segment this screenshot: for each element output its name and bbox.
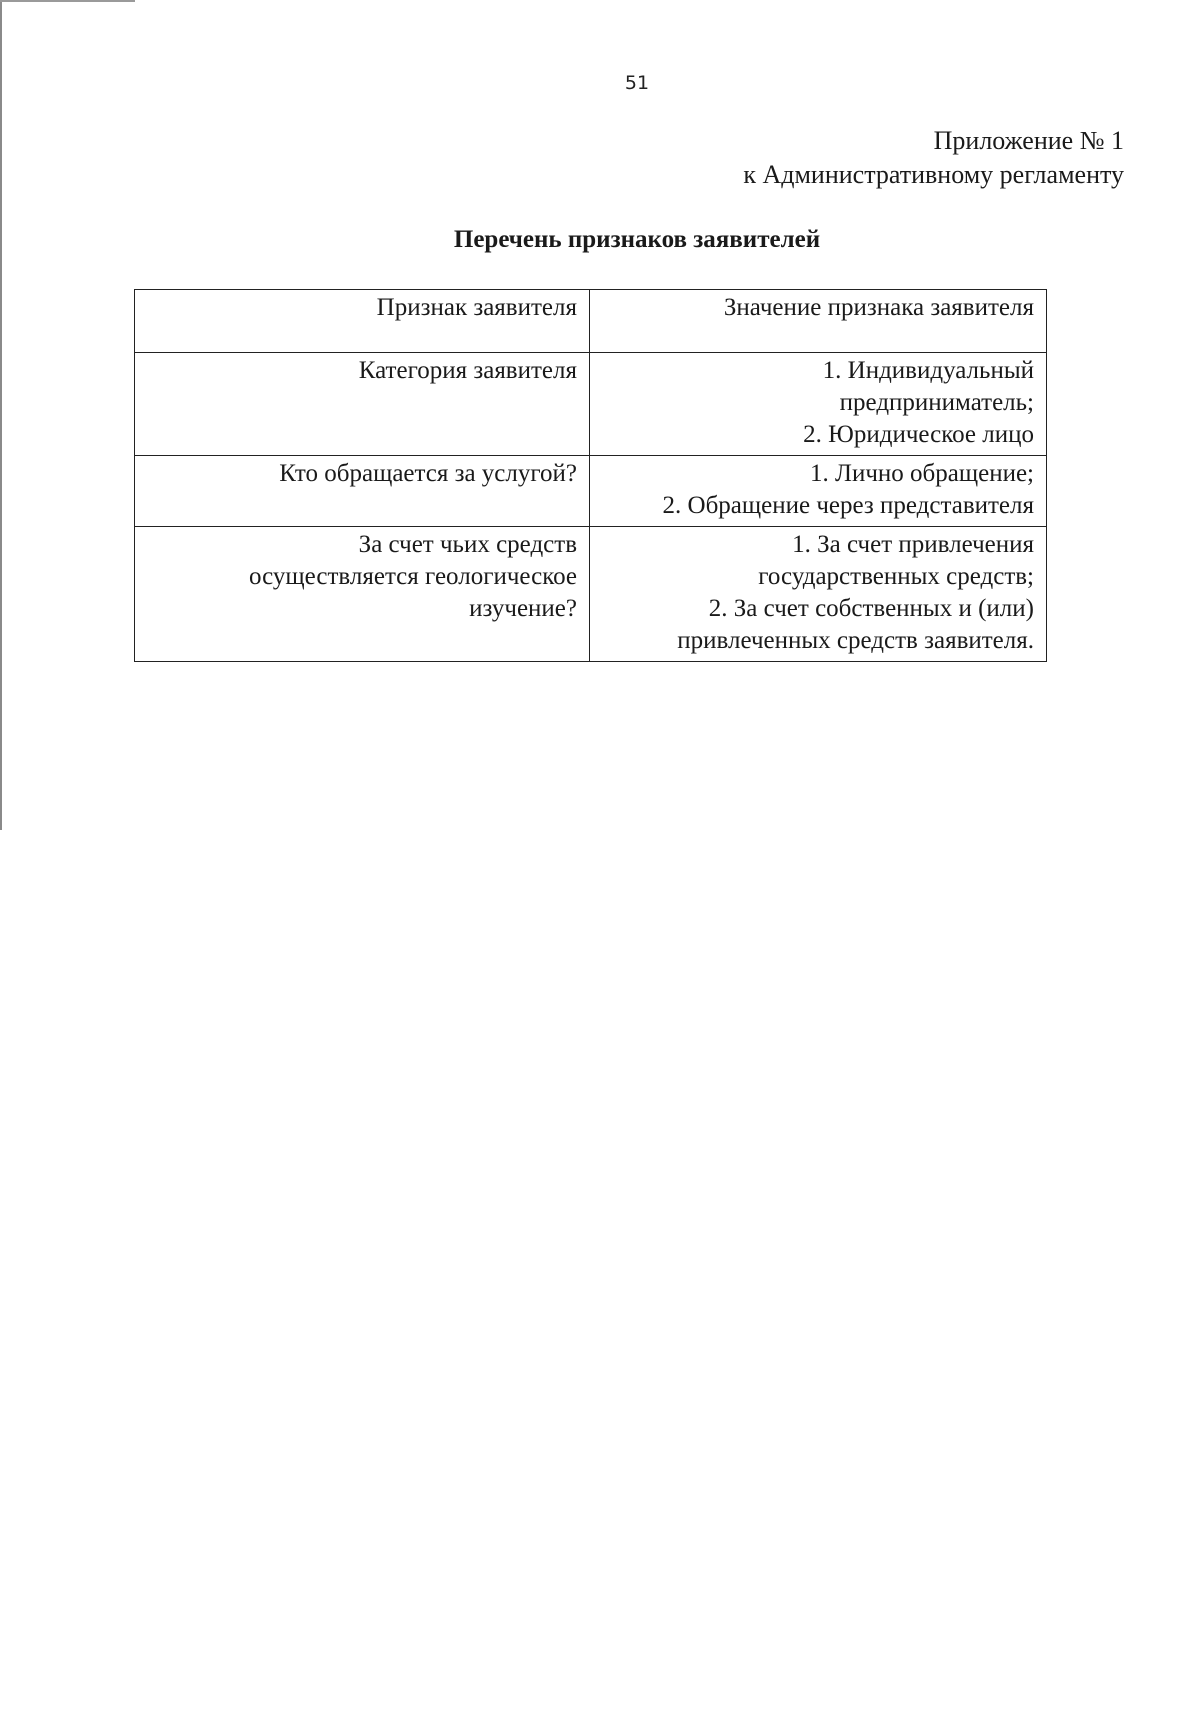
value-line: 1. Лично обращение;: [810, 460, 1034, 487]
scan-edge-left: [0, 0, 2, 830]
feature-line: Категория заявителя: [358, 357, 577, 384]
feature-line: Кто обращается за услугой?: [279, 460, 577, 487]
value-line: 2. Юридическое лицо: [803, 421, 1034, 448]
feature-cell: [135, 456, 590, 527]
scan-edge-top: [0, 0, 135, 2]
feature-cell: [135, 527, 590, 662]
value-line: предприниматель;: [839, 389, 1034, 416]
value-line: государственных средств;: [758, 563, 1034, 590]
document-title: Перечень признаков заявителей: [453, 226, 821, 253]
value-line: 2. За счет собственных и (или): [708, 595, 1034, 622]
table-header-row: [135, 290, 1047, 353]
table-row: [135, 527, 1047, 662]
value-line: привлеченных средств заявителя.: [677, 627, 1034, 654]
value-cell: [590, 527, 1047, 662]
table-row: [135, 353, 1047, 456]
value-cell: [590, 456, 1047, 527]
applicant-features-table: [134, 289, 1047, 662]
feature-line: За счет чьих средств: [358, 531, 577, 558]
feature-line: изучение?: [469, 595, 577, 622]
feature-cell: [135, 353, 590, 456]
table-row: [135, 456, 1047, 527]
header-value: Значение признака заявителя: [590, 290, 1047, 353]
header-feature: Признак заявителя: [135, 290, 590, 353]
value-line: 1. Индивидуальный: [822, 357, 1034, 384]
value-line: 1. За счет привлечения: [792, 531, 1034, 558]
appendix-line-2: к Административному регламенту: [743, 160, 1124, 189]
page-number: 51: [624, 72, 650, 94]
appendix-line-1: Приложение № 1: [933, 126, 1124, 155]
feature-line: осуществляется геологическое: [249, 563, 577, 590]
appendix-header: [743, 124, 1124, 192]
value-line: 2. Обращение через представителя: [662, 492, 1034, 519]
value-cell: [590, 353, 1047, 456]
